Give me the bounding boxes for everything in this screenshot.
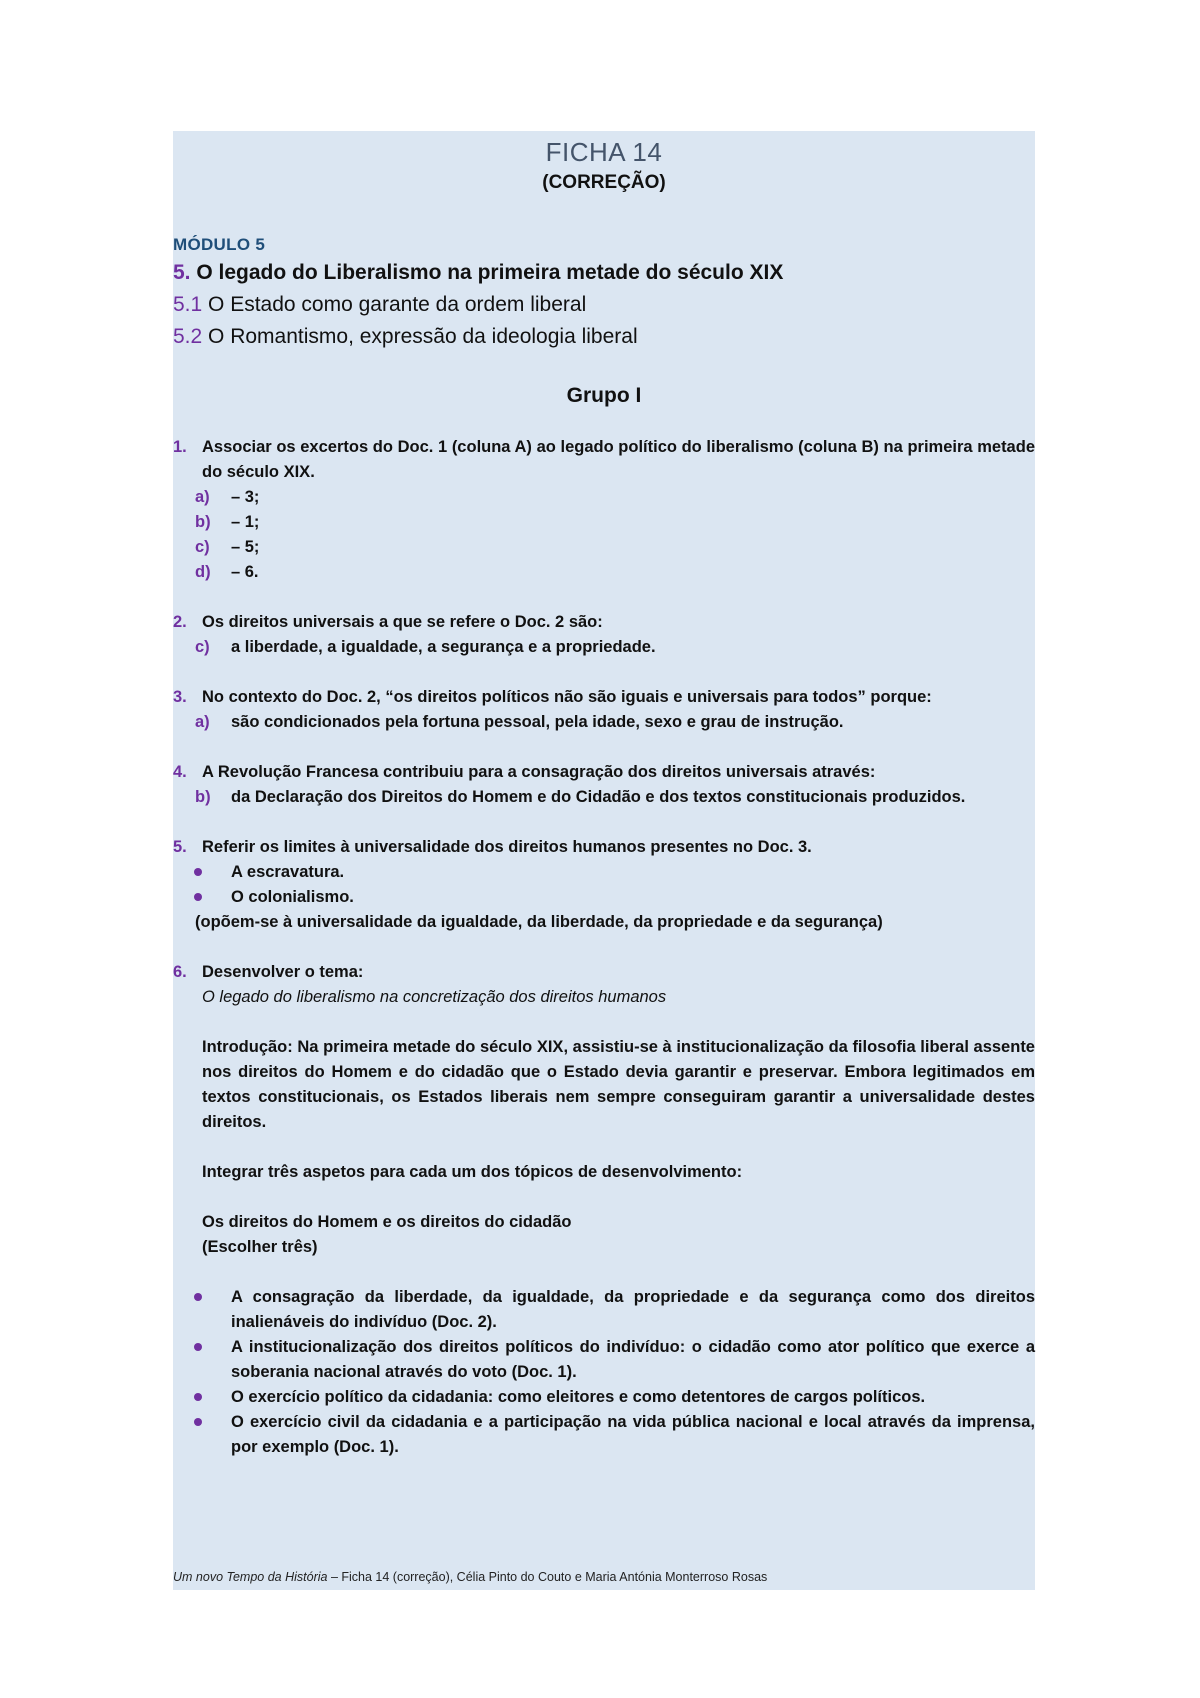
topic-text: O Romantismo, expressão da ideologia liberal — [208, 325, 638, 348]
topic-heading-5 — [173, 261, 783, 285]
topic-text: O Estado como garante da ordem liberal — [208, 293, 587, 316]
option-letter: d) — [195, 563, 211, 581]
option-letter: a) — [195, 488, 210, 506]
bullet-item — [173, 860, 1035, 885]
option-letter: c) — [195, 638, 210, 656]
option-text: – 1; — [231, 513, 260, 531]
answer-option — [173, 710, 1035, 735]
option-letter: b) — [195, 788, 211, 806]
answer-option — [173, 510, 1035, 535]
worksheet-page — [173, 131, 1035, 1590]
group-heading: Grupo I — [566, 384, 642, 407]
answer-option — [173, 485, 1035, 510]
answer-option — [173, 785, 1035, 810]
question-6 — [173, 960, 1035, 985]
question-text: Desenvolver o tema: — [202, 963, 364, 981]
bullet-text: A consagração da liberdade, da igualdade, da propriedade e da segurança como dos direitos inalienáveis do indivíduo (Doc. 2). — [231, 1288, 1035, 1331]
question-2 — [173, 610, 1035, 635]
bullet-text: O exercício civil da cidadania e a participação na vida pública nacional e local através da imprensa, por exemplo (Doc. 1). — [231, 1413, 1035, 1456]
bullet-item — [173, 1385, 1035, 1410]
bullet-text: O colonialismo. — [231, 888, 354, 906]
bullet-item — [173, 885, 1035, 910]
bullet-dot-icon — [194, 1393, 202, 1401]
footer-book-title: Um novo Tempo da História — [173, 1570, 328, 1584]
bullet-item — [173, 1410, 1035, 1460]
question-3 — [173, 685, 1035, 710]
option-text: a liberdade, a igualdade, a segurança e a propriedade. — [231, 638, 656, 656]
question-text: No contexto do Doc. 2, “os direitos políticos não são iguais e universais para todos” porque: — [202, 688, 932, 706]
footer-credits: – Ficha 14 (correção), Célia Pinto do Couto e Maria Antónia Monterroso Rosas — [327, 1570, 768, 1584]
answer-option — [173, 560, 1035, 585]
question-5 — [173, 835, 1035, 860]
bullet-text: O exercício político da cidadania: como eleitores e como detentores de cargos políticos. — [231, 1388, 926, 1406]
topic-heading-5-2 — [173, 325, 638, 349]
topic-number: 5.2 — [173, 325, 203, 348]
essay-introduction: Introdução: Na primeira metade do século XIX, assistiu-se à institucionalização da filosofia liberal assente nos direitos do Homem e do cidadão que o Estado devia garantir e preservar. Embora legitimados em textos constitucionais, os Estados liberais nem sempre conseguiram garantir a universalidade destes direitos. — [202, 1038, 1035, 1131]
question-text: Os direitos universais a que se refere o Doc. 2 são: — [202, 613, 603, 631]
question-4 — [173, 760, 1035, 785]
question-number: 6. — [173, 963, 187, 981]
topic-heading-5-1 — [173, 293, 586, 317]
bullet-dot-icon — [194, 1343, 202, 1351]
page-subtitle: (CORREÇÃO) — [542, 172, 666, 193]
question-number: 2. — [173, 613, 187, 631]
question-text: Referir os limites à universalidade dos direitos humanos presentes no Doc. 3. — [202, 838, 812, 856]
option-text: – 5; — [231, 538, 260, 556]
question-number: 1. — [173, 438, 187, 456]
topic-number: 5. — [173, 261, 191, 284]
option-letter: a) — [195, 713, 210, 731]
page-footer — [173, 1570, 767, 1584]
question-number: 3. — [173, 688, 187, 706]
bullet-text: A institucionalização dos direitos políticos do indivíduo: o cidadão como ator político que exerce a soberania nacional através do voto (Doc. 1). — [231, 1338, 1035, 1381]
question-1 — [173, 435, 1035, 485]
bullet-item — [173, 1285, 1035, 1335]
bullet-dot-icon — [194, 1418, 202, 1426]
option-text: – 3; — [231, 488, 260, 506]
option-letter: b) — [195, 513, 211, 531]
essay-topic-note: (Escolher três) — [202, 1238, 318, 1256]
bullet-text: A escravatura. — [231, 863, 345, 881]
option-text: da Declaração dos Direitos do Homem e do Cidadão e dos textos constitucionais produzidos. — [231, 788, 966, 806]
page-title: FICHA 14 — [545, 137, 663, 167]
question-number: 5. — [173, 838, 187, 856]
topic-text: O legado do Liberalismo na primeira metade do século XIX — [196, 261, 784, 284]
option-letter: c) — [195, 538, 210, 556]
essay-instruction: Integrar três aspetos para cada um dos tópicos de desenvolvimento: — [202, 1163, 743, 1181]
bullet-item — [173, 1335, 1035, 1385]
essay-theme: O legado do liberalismo na concretização dos direitos humanos — [202, 988, 667, 1006]
option-text: – 6. — [231, 563, 259, 581]
essay-topic-title: Os direitos do Homem e os direitos do cidadão — [202, 1213, 572, 1231]
question-number: 4. — [173, 763, 187, 781]
question-text: A Revolução Francesa contribuiu para a consagração dos direitos universais através: — [202, 763, 876, 781]
question-text: Associar os excertos do Doc. 1 (coluna A) ao legado político do liberalismo (coluna B) na primeira metade do século XIX. — [202, 438, 1035, 481]
question-5-note: (opõem-se à universalidade da igualdade, da liberdade, da propriedade e da segurança) — [195, 913, 883, 931]
bullet-dot-icon — [194, 893, 202, 901]
bullet-dot-icon — [194, 868, 202, 876]
answers-content — [173, 435, 1035, 1460]
answer-option — [173, 535, 1035, 560]
bullet-dot-icon — [194, 1293, 202, 1301]
answer-option — [173, 635, 1035, 660]
topic-number: 5.1 — [173, 293, 203, 316]
module-label: MÓDULO 5 — [173, 235, 266, 254]
option-text: são condicionados pela fortuna pessoal, pela idade, sexo e grau de instrução. — [231, 713, 844, 731]
